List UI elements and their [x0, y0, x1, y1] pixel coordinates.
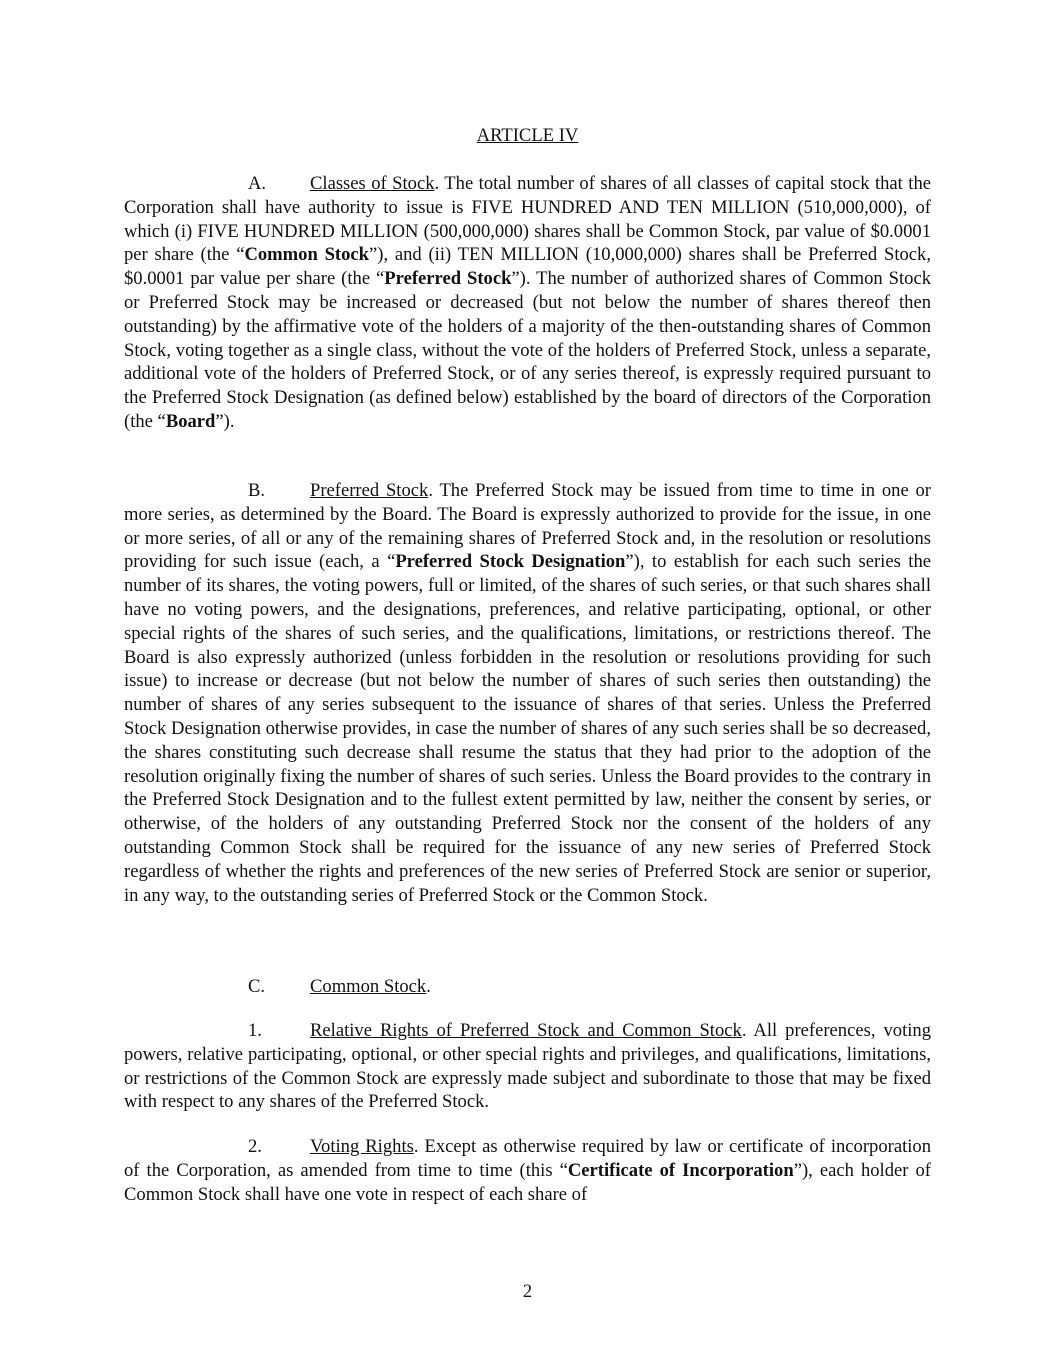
section-a-defined-term-1: Common Stock — [244, 244, 369, 266]
section-a-text-1: . The total number of shares of all classes of capital stock that the Corporation shall have authority to issue is FIVE HUNDRED AND TEN MILLION (510,000,000), of which (i) FIVE HUNDRED MILLION (500,000,000) shares shall be Common Stock, par value of $0.0001 per share (the “ — [124, 173, 932, 266]
section-a-paragraph — [124, 172, 931, 434]
subsection-1-paragraph — [124, 1019, 931, 1114]
section-b-text-1: . The Preferred Stock may be issued from time to time in one or more series, as determined by the Board. The Board is expressly authorized to provide for the issue, in one or more series, of all or any of the remaining shares of Preferred Stock and, in the resolution or resolutions providing for such issue (each, a “ — [124, 480, 931, 573]
section-a-text-4: ”). — [215, 410, 235, 432]
subsection-2-text-1: . Except as otherwise required by law or certificate of incorporation of the Corporation, as amended from time to time (this “ — [124, 1136, 931, 1181]
section-b-heading: Preferred Stock — [310, 480, 429, 501]
subsection-2-label: 2. — [248, 1136, 262, 1157]
section-a-defined-term-2: Preferred Stock — [384, 268, 512, 290]
section-c-text-1: . — [426, 976, 431, 997]
article-title: ARTICLE IV — [476, 125, 579, 146]
section-b-label: B. — [248, 480, 266, 501]
section-b-defined-term-1: Preferred Stock Designation — [395, 551, 626, 573]
section-a-text-2: ”), and (ii) TEN MILLION (10,000,000) shares shall be Preferred Stock, $0.0001 par value per share (the “ — [124, 244, 932, 290]
section-c-paragraph — [124, 975, 931, 999]
section-a-label: A. — [248, 173, 267, 194]
subsection-2-paragraph — [124, 1135, 931, 1206]
page-number: 2 — [522, 1281, 533, 1302]
subsection-2-text-2: ”), each holder of Common Stock shall have one vote in respect of each share of — [124, 1159, 931, 1205]
section-a-heading: Classes of Stock — [310, 173, 435, 194]
section-a-text-3: ”). The number of authorized shares of Common Stock or Preferred Stock may be increased or decreased (but not below the number of shares thereof then outstanding) by the affirmative vote of the holders of a majority of the then-outstanding shares of Common Stock, voting together as a single class, without the vote of the holders of Preferred Stock, unless a separate, additional vote of the holders of Preferred Stock, or of any series thereof, is expressly required pursuant to the Preferred Stock Designation (as defined below) established by the board of directors of the Corporation (the “ — [124, 268, 931, 432]
subsection-1-heading: Relative Rights of Preferred Stock and Common Stock — [310, 1020, 742, 1041]
section-a-defined-term-3: Board — [165, 410, 216, 432]
subsection-2-defined-term-1: Certificate of Incorporation — [567, 1159, 794, 1181]
section-c-label: C. — [248, 976, 266, 997]
subsection-2-heading: Voting Rights — [310, 1136, 414, 1157]
section-b-paragraph — [124, 479, 931, 907]
section-c-heading: Common Stock — [310, 976, 427, 997]
section-b-text-2: ”), to establish for each such series the number of its shares, the voting powers, full or limited, of the shares of such series, or that such shares shall have no voting powers, and the designations, preferences, and relative participating, optional, or other special rights of the shares of such series, and the qualifications, limitations, or restrictions thereof. The Board is also expressly authorized (unless forbidden in the resolution or resolutions providing for such issue) to increase or decrease (but not below the number of shares of such series then outstanding) the number of shares of any series subsequent to the issuance of shares of that series. Unless the Preferred Stock Designation otherwise provides, in case the number of shares of any such series shall be so decreased, the shares constituting such decrease shall resume the status that they had prior to the adoption of the resolution originally fixing the number of shares of such series. Unless the Board provides to the contrary in the Preferred Stock Designation and to the fullest extent permitted by law, neither the consent by series, or otherwise, of the holders of any outstanding Preferred Stock nor the consent of the holders of any outstanding Common Stock shall be required for the issuance of any new series of Preferred Stock regardless of whether the rights and preferences of the new series of Preferred Stock are senior or superior, in any way, to the outstanding series of Preferred Stock or the Common Stock. — [124, 551, 931, 906]
subsection-1-text-1: . All preferences, voting powers, relative participating, optional, or other special rights and privileges, and qualifications, limitations, or restrictions of the Common Stock are expressly made subject and subordinate to those that may be fixed with respect to any shares of the Preferred Stock. — [124, 1020, 931, 1113]
subsection-1-label: 1. — [248, 1020, 262, 1041]
